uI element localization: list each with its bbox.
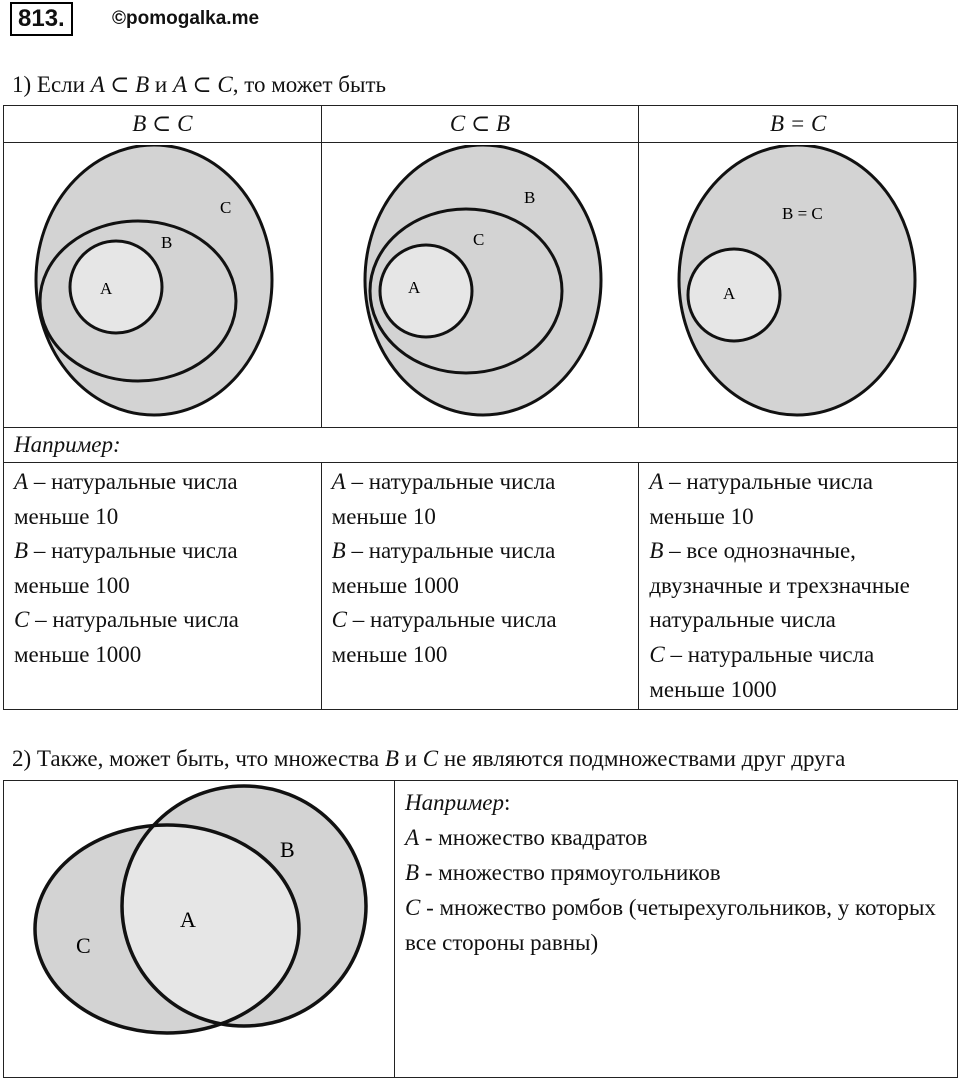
example-3-b: B – все однозначные, двузначные и трехзначные натуральные числа <box>649 538 910 633</box>
label-c: C <box>220 198 232 217</box>
label-b: B <box>161 233 173 252</box>
part1-intro-and: и <box>149 72 173 97</box>
label-a: A <box>100 279 113 298</box>
part2-intro-b: B <box>384 746 399 771</box>
label-b: B <box>280 837 295 862</box>
venn-diagram-b-subset-c <box>12 145 312 425</box>
part2-intro-and: и <box>398 746 423 771</box>
diagram-cell-2 <box>321 143 639 428</box>
example-3-c: C – натуральные числа меньше 1000 <box>649 641 875 702</box>
label-c: C <box>473 230 485 249</box>
venn-diagram-b-equals-c <box>648 145 948 425</box>
label-c: C <box>76 933 91 958</box>
part2-example-b: B - множество прямоугольников <box>405 860 721 885</box>
part1-intro-math1: A ⊂ B <box>90 72 150 97</box>
part2-example-a: A - множество квадратов <box>405 825 648 850</box>
example-2-a: A – натуральные числа меньше 10 <box>331 469 556 529</box>
example-3-a: A – натуральные числа меньше 10 <box>649 469 873 529</box>
part1-intro-prefix: 1) Если <box>12 72 91 97</box>
venn-diagram-c-subset-b <box>330 145 630 425</box>
part1-intro-suffix: , то может быть <box>232 72 387 97</box>
label-a: A <box>180 907 196 932</box>
part1-intro-math2: A ⊂ C <box>172 72 233 97</box>
example-2-c: C – натуральные числа меньше 100 <box>331 607 557 667</box>
label-a: A <box>723 284 736 303</box>
part2-table <box>3 780 958 1078</box>
venn-diagram-overlap <box>4 781 394 1067</box>
example-1-b: B – натуральные числа меньше 100 <box>14 538 238 598</box>
column-header-b-equals-c: B = C <box>639 106 958 143</box>
label-a: A <box>408 278 421 297</box>
example-1-c: C – натуральные числа меньше 1000 <box>14 607 239 667</box>
part2-intro <box>12 746 845 772</box>
part2-intro-suffix: не являются подмножествами друг друга <box>438 746 846 771</box>
diagram-cell-1 <box>4 143 322 428</box>
label-b: B <box>524 188 536 207</box>
set-a-circle <box>380 245 472 337</box>
part2-example-c: C - множество ромбов (четырехугольников, у которых все стороны равны) <box>405 895 936 955</box>
label-b-equals-c: B = C <box>782 204 823 223</box>
part2-example-label: Например: <box>405 790 511 815</box>
problem-number: 813. <box>10 2 73 36</box>
column-header-c-subset-b: C ⊂ B <box>321 106 639 143</box>
example-cell-2 <box>321 463 639 710</box>
example-cell-3 <box>639 463 958 710</box>
part1-intro <box>12 72 386 98</box>
site-watermark: ©pomogalka.me <box>112 8 260 29</box>
diagram-cell-3 <box>639 143 958 428</box>
part2-intro-c: C <box>422 746 439 771</box>
example-1-a: A – натуральные числа меньше 10 <box>14 469 238 529</box>
example-cell-1 <box>4 463 322 710</box>
header <box>0 0 960 40</box>
part2-diagram-cell <box>4 781 395 1078</box>
part1-table <box>3 105 958 710</box>
part2-intro-prefix: 2) Также, может быть, что множества <box>12 746 385 771</box>
example-2-b: B – натуральные числа меньше 1000 <box>331 538 556 598</box>
example-label: Например: <box>4 428 958 463</box>
set-a-circle <box>70 241 162 333</box>
column-header-b-subset-c: B ⊂ C <box>4 106 322 143</box>
part2-example-cell <box>395 781 958 1078</box>
